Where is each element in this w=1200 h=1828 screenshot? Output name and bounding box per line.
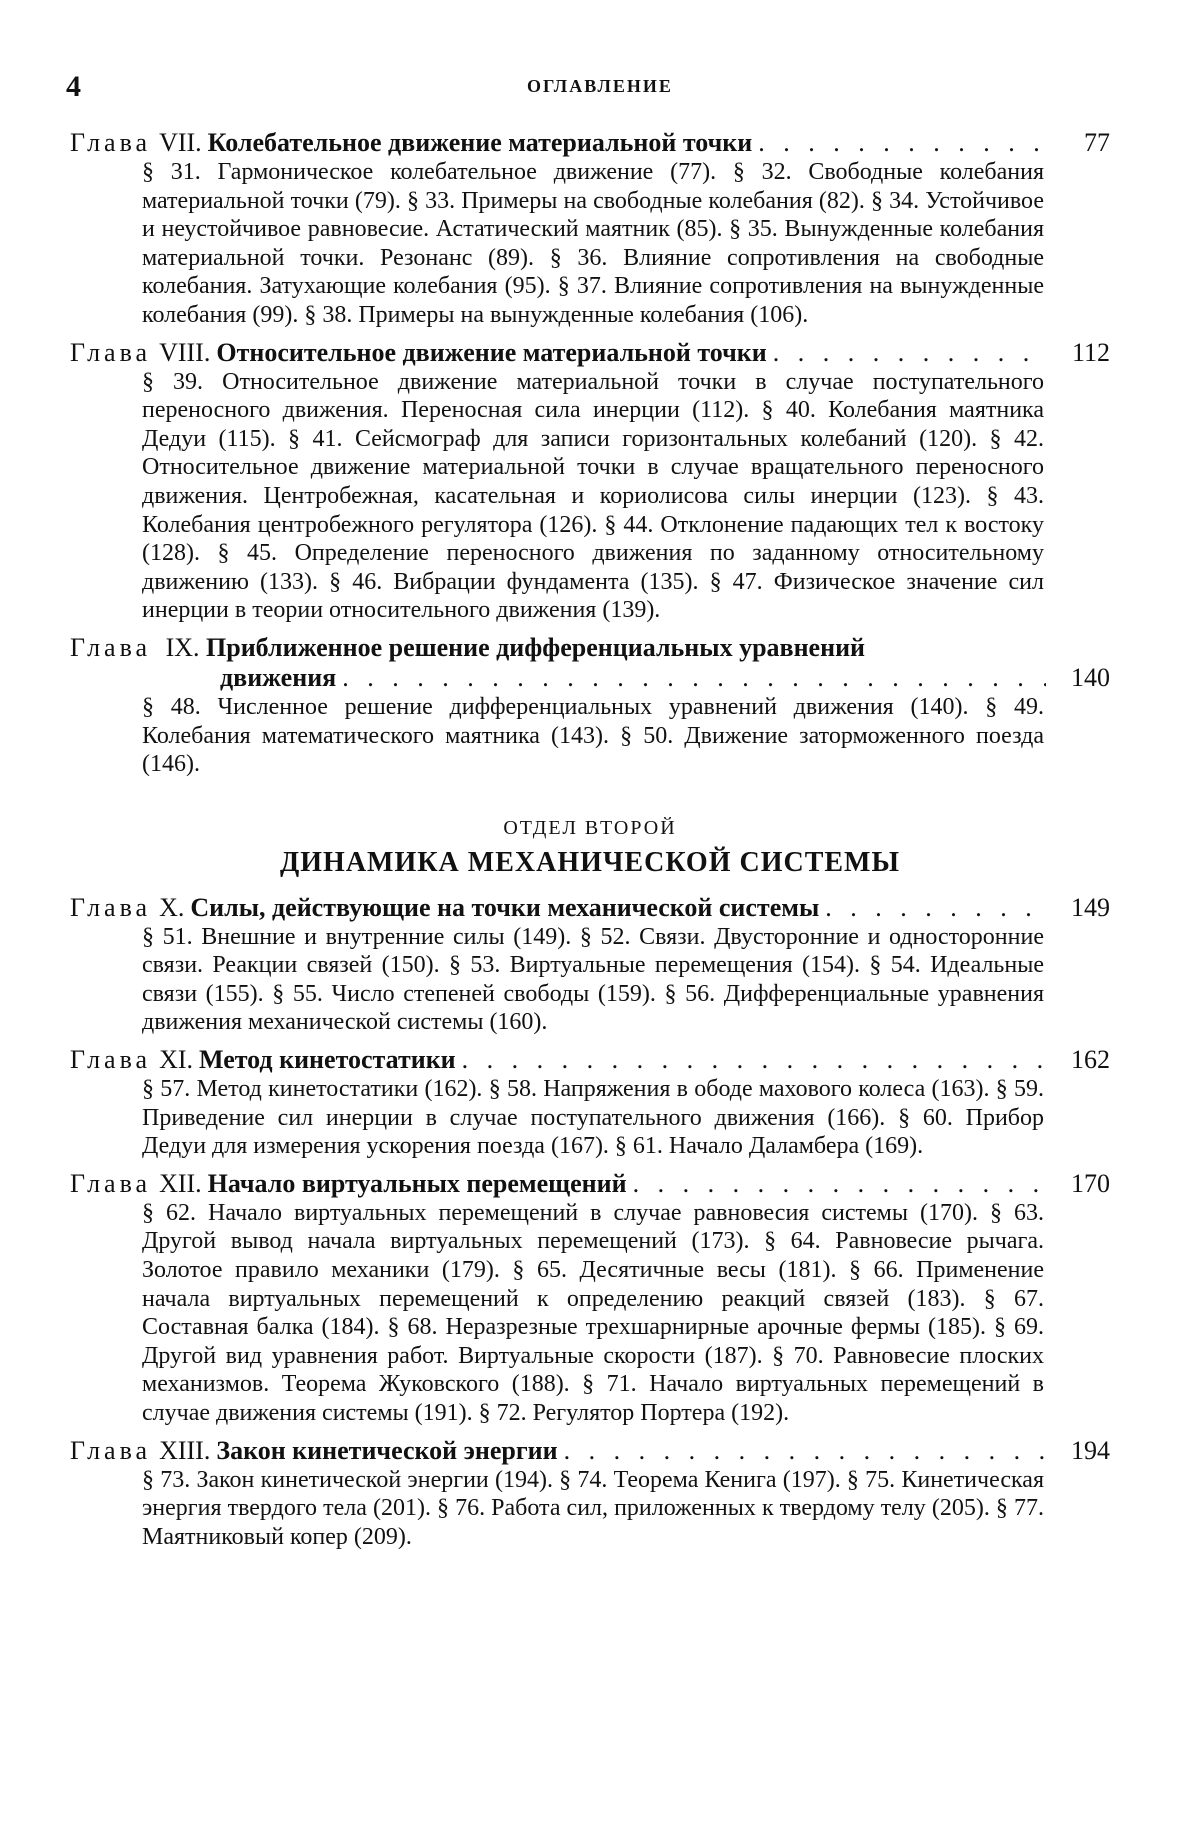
chapter-sections: § 31. Гармоническое колебательное движение (77). § 32. Свободные колебания материальной точки (79). § 33. Примеры на свободные колебания (82). § 34. Устойчивое и неустойчивое равновесие. Астатический маятник (85). § 35. Вынужденные колебания материальной точки. Резонанс (89). § 36. Влияние сопротивления на свободные колебания. Затухающие колебания (95). § 37. Влияние сопротивления на вынужденные колебания (99). § 38. Примеры на вынужденные колебания (106).	[142, 159, 1044, 328]
chapter-heading	[70, 1169, 1110, 1199]
running-title: ОГЛАВЛЕНИЕ	[527, 76, 673, 96]
chapter-heading	[70, 338, 1110, 368]
toc-chapter-viii[interactable]	[70, 338, 1110, 625]
chapter-page: 77	[1084, 128, 1110, 157]
dot-leader	[564, 1436, 1046, 1466]
chapter-page: 162	[1071, 1045, 1110, 1075]
chapter-title: Приближенное решение дифференциальных уравнений	[206, 632, 866, 662]
dot-leader	[342, 663, 1046, 693]
page-number: 4	[66, 70, 81, 103]
part-title: ДИНАМИКА МЕХАНИЧЕСКОЙ СИСТЕМЫ	[280, 846, 900, 878]
dot-leader	[462, 1045, 1046, 1075]
part-subtitle: ОТДЕЛ ВТОРОЙ	[503, 816, 677, 839]
chapter-sections: § 73. Закон кинетической энергии (194). § 74. Теорема Кенига (197). § 75. Кинетическая энергия твердого тела (201). § 76. Работа сил, приложенных к твердому телу (205). § 77. Маятниковый копер (209).	[142, 1466, 1044, 1550]
chapter-label: Глава	[70, 892, 152, 922]
chapter-number: XII.	[159, 1168, 202, 1198]
chapter-title: Колебательное движение материальной точки	[207, 128, 753, 157]
chapter-label: Глава	[70, 632, 152, 662]
toc-chapter-xii[interactable]	[70, 1169, 1110, 1428]
chapter-title-cont: движения	[220, 662, 337, 692]
toc-chapter-xiii[interactable]	[70, 1436, 1110, 1552]
toc-chapter-vii[interactable]	[70, 128, 1110, 330]
chapter-page: 140	[1071, 662, 1110, 692]
chapter-heading	[70, 633, 1110, 693]
chapter-label: Глава	[70, 128, 152, 157]
chapter-heading	[70, 893, 1110, 923]
chapter-sections: § 51. Внешние и внутренние силы (149). § 52. Связи. Двусторонние и односторонние связи. Реакции связей (150). § 53. Виртуальные перемещения (154). § 54. Идеальные связи (155). § 55. Число степеней свободы (159). § 56. Дифференциальные уравнения движения механической системы (160).	[142, 923, 1044, 1036]
page-header	[66, 70, 1134, 106]
chapter-label: Глава	[70, 1435, 152, 1465]
chapter-page: 170	[1071, 1168, 1110, 1198]
chapter-number: VIII.	[159, 337, 211, 367]
chapter-label: Глава	[70, 337, 152, 367]
chapter-page: 194	[1071, 1435, 1110, 1465]
chapter-number: IX.	[165, 632, 200, 662]
chapter-number: XI.	[159, 1045, 194, 1075]
chapter-number: XIII.	[159, 1435, 211, 1465]
chapter-heading	[70, 128, 1110, 158]
chapter-sections: § 62. Начало виртуальных перемещений в случае равновесия системы (170). § 63. Другой вывод начала виртуальных перемещений (173). § 64. Равновесие рычага. Золотое правило механики (179). § 65. Десятичные весы (181). § 66. Применение начала виртуальных перемещений к определению реакций связей (183). § 67. Составная балка (184). § 68. Неразрезные трехшарнирные арочные фермы (185). § 69. Другой вид уравнения работ. Виртуальные скорости (187). § 70. Равновесие плоских механизмов. Теорема Жуковского (188). § 71. Начало виртуальных перемещений в случае движения системы (191). § 72. Регулятор Портера (192).	[142, 1199, 1044, 1426]
toc-chapter-xi[interactable]	[70, 1045, 1110, 1161]
chapter-title: Метод кинетостатики	[199, 1045, 456, 1075]
chapter-number: VII.	[159, 128, 202, 157]
chapter-page: 149	[1071, 892, 1110, 922]
dot-leader	[758, 128, 1046, 158]
part-heading	[70, 813, 1110, 883]
dot-leader	[825, 893, 1046, 923]
toc-chapter-ix[interactable]	[70, 633, 1110, 779]
chapter-number: X.	[159, 892, 185, 922]
chapter-sections: § 39. Относительное движение материальной точки в случае поступательного переносного движения. Переносная сила инерции (112). § 40. Колебания маятника Дедуи (115). § 41. Сейсмограф для записи горизонтальных колебаний (120). § 42. Относительное движение материальной точки в случае вращательного переносного движения. Центробежная, касательная и кориолисова силы инерции (123). § 43. Колебания центробежного регулятора (126). § 44. Отклонение падающих тел к востоку (128). § 45. Определение переносного движения по заданному относительному движению (133). § 46. Вибрации фундамента (135). § 47. Физическое значение сил инерции в теории относительного движения (139).	[142, 368, 1044, 624]
chapter-title: Относительное движение материальной точки	[216, 337, 767, 367]
chapter-label: Глава	[70, 1045, 152, 1075]
chapter-page: 112	[1071, 337, 1110, 367]
chapter-title: Закон кинетической энергии	[216, 1435, 558, 1465]
chapter-sections: § 57. Метод кинетостатики (162). § 58. Напряжения в ободе махового колеса (163). § 59. Приведение сил инерции в случае поступательного движения (166). § 60. Прибор Дедуи для измерения ускорения поезда (167). § 61. Начало Даламбера (169).	[142, 1076, 1044, 1160]
chapter-heading	[70, 1045, 1110, 1075]
dot-leader	[773, 338, 1046, 368]
dot-leader	[633, 1169, 1046, 1199]
chapter-label: Глава	[70, 1168, 152, 1198]
chapter-sections: § 48. Численное решение дифференциальных уравнений движения (140). § 49. Колебания математического маятника (143). § 50. Движение заторможенного поезда (146).	[142, 693, 1044, 778]
toc-chapter-x[interactable]	[70, 893, 1110, 1037]
chapter-heading	[70, 1436, 1110, 1466]
table-of-contents	[70, 128, 1110, 1559]
chapter-title: Силы, действующие на точки механической системы	[190, 892, 820, 922]
chapter-title: Начало виртуальных перемещений	[207, 1168, 627, 1198]
